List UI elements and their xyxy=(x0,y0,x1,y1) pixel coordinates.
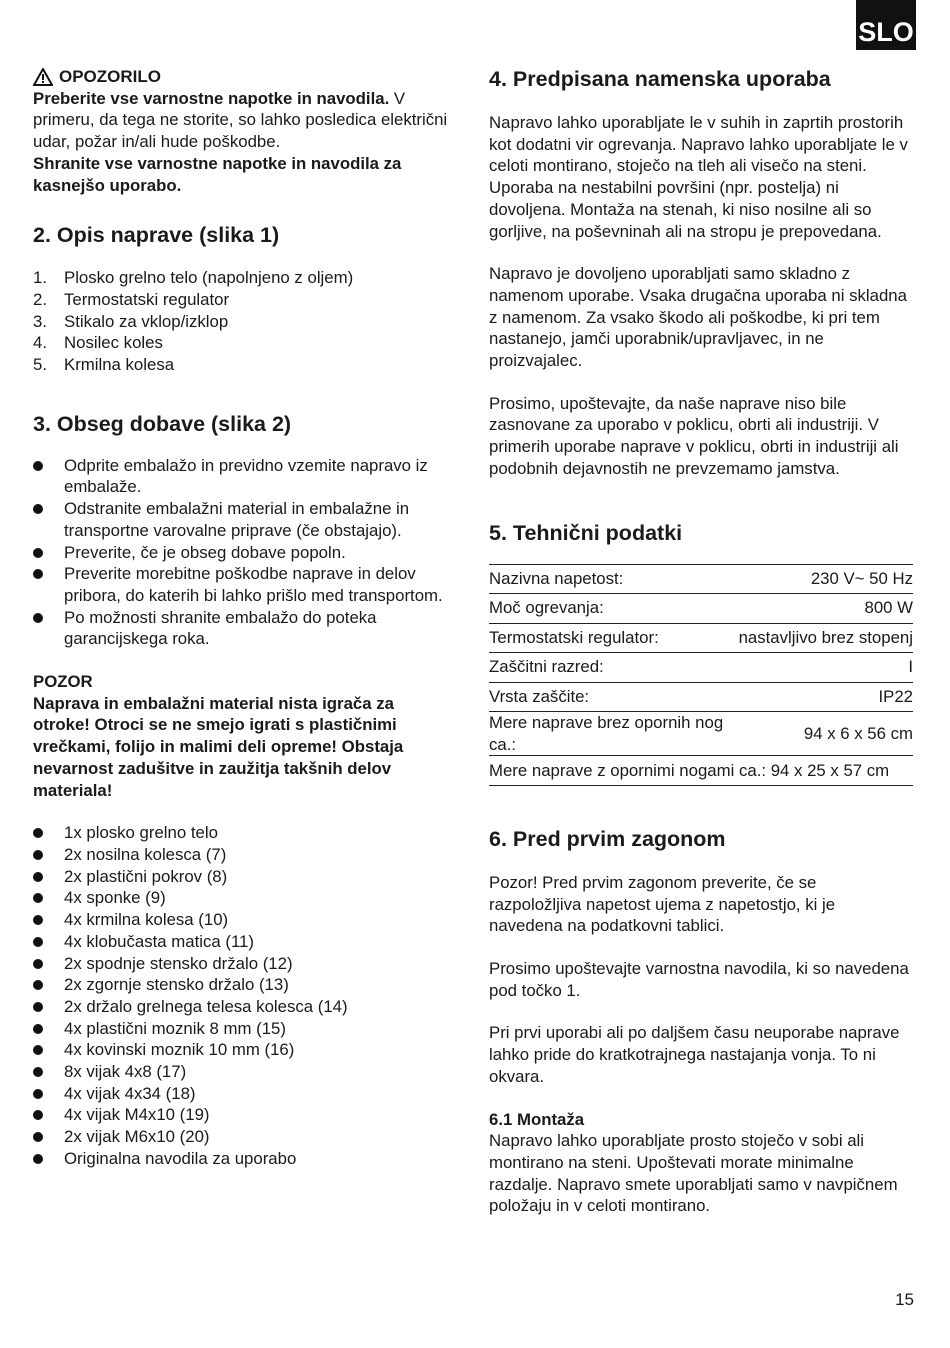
left-column xyxy=(33,66,453,1170)
bullet-icon xyxy=(33,498,64,541)
bullet-icon xyxy=(33,563,64,606)
bullet-icon xyxy=(33,455,64,498)
list-item: 4. Nosilec koles xyxy=(33,333,163,353)
bullet-icon xyxy=(33,1018,64,1040)
right-column xyxy=(489,66,913,1217)
warning-triangle-icon xyxy=(33,68,53,86)
bullet-icon xyxy=(33,1126,64,1148)
bullet-icon xyxy=(33,953,64,975)
list-item: Preverite, če je obseg dobave popoln. xyxy=(33,542,453,564)
section-6-heading: 6. Pred prvim zagonom xyxy=(489,826,726,851)
section-4-heading: 4. Predpisana namenska uporaba xyxy=(489,67,831,91)
list-item: 8x vijak 4x8 (17) xyxy=(33,1061,453,1083)
list-item: 4x klobučasta matica (11) xyxy=(33,931,453,953)
list-item: 2x zgornje stensko držalo (13) xyxy=(33,974,453,996)
warning-text-2: Shranite vse varnostne napotke in navodila za kasnejšo uporabo. xyxy=(33,153,402,195)
section-4-paragraph-3: Prosimo, upoštevajte, da naše naprave niso bile zasnovane za uporabo v poklicu, obrti ali industriji. V primerih uporabe naprave v poklicu, obrti in industriji ali podobnih dejavnostih ne prevzemamo jamstva. xyxy=(489,393,899,478)
section-6-1-paragraph: Napravo lahko uporabljate prosto stoječo v sobi ali montirano na steni. Upoštevati morate minimalne razdalje. Napravo smete uporabljati samo v navpičnem položaju in v celoti montirano. xyxy=(489,1131,898,1216)
section-2-heading: 2. Opis naprave (slika 1) xyxy=(33,223,280,248)
list-item: 2x držalo grelnega telesa kolesca (14) xyxy=(33,996,453,1018)
section-6-1-heading: 6.1 Montaža xyxy=(489,1109,585,1129)
bullet-icon xyxy=(33,1061,64,1083)
bullet-icon xyxy=(33,1104,64,1126)
list-item: 3. Stikalo za vklop/izklop xyxy=(33,311,229,331)
caution-title: POZOR xyxy=(33,672,93,692)
caution-text: Naprava in embalažni material nista igrača za otroke! Otroci se ne smejo igrati s plastičnimi vrečkami, folijo in malimi deli opreme! Obstaja nevarnost zadušitve in zaužitja takšnih delov materiala! xyxy=(33,693,404,800)
bullet-icon xyxy=(33,974,64,996)
section-6-paragraph-1: Pozor! Pred prvim zagonom preverite, če se razpoložljiva napetost ujema z napetostjo, ki je navedena na podatkovni tablici. xyxy=(489,872,836,936)
bullet-icon xyxy=(33,542,64,564)
list-item: 4x kovinski moznik 10 mm (16) xyxy=(33,1039,453,1061)
list-item: Preverite morebitne poškodbe naprave in delov pribora, do katerih bi lahko prišlo med transportom. xyxy=(33,563,453,606)
list-item: Odstranite embalažni material in embalažne in transportne varovalne priprave (če obstajajo). xyxy=(33,498,453,541)
list-item: 4x plastični moznik 8 mm (15) xyxy=(33,1018,453,1040)
list-item: 2. Termostatski regulator xyxy=(33,289,230,309)
list-item: 4x vijak 4x34 (18) xyxy=(33,1083,453,1105)
parts-list xyxy=(33,822,453,1169)
warning-title-text: OPOZORILO xyxy=(59,67,161,86)
list-item: Po možnosti shranite embalažo do poteka garancijskega roka. xyxy=(33,607,453,650)
list-item: 1x plosko grelno telo xyxy=(33,822,453,844)
warning-text-1: Preberite vse varnostne napotke in navodila. V primeru, da tega ne storite, so lahko posledica električni udar, požar in/ali hude poškodbe. xyxy=(33,88,448,152)
section-6-paragraph-2: Prosimo upoštevajte varnostna navodila, ki so navedena pod točko 1. xyxy=(489,959,909,1000)
bullet-icon xyxy=(33,887,64,909)
bullet-icon xyxy=(33,1148,64,1170)
bullet-icon xyxy=(33,996,64,1018)
list-item: 2x vijak M6x10 (20) xyxy=(33,1126,453,1148)
page-number: 15 xyxy=(895,1290,914,1309)
language-tab: SLO xyxy=(856,0,916,50)
list-item: 5. Krmilna kolesa xyxy=(33,355,175,375)
bullet-icon xyxy=(33,822,64,844)
table-row: Mere naprave z opornimi nogami ca.: 94 x 25 x 57 cm xyxy=(489,756,913,786)
table-row: Mere naprave brez opornih nog ca.: 94 x 6 x 56 cm xyxy=(489,712,913,756)
warning-title xyxy=(33,66,453,88)
list-item: Originalna navodila za uporabo xyxy=(33,1148,453,1170)
bullet-icon xyxy=(33,866,64,888)
tech-specs-table xyxy=(489,564,913,786)
list-item: 2x plastični pokrov (8) xyxy=(33,866,453,888)
list-item: 4x sponke (9) xyxy=(33,887,453,909)
bullet-icon xyxy=(33,844,64,866)
table-row: Moč ogrevanja: 800 W xyxy=(489,594,913,624)
bullet-icon xyxy=(33,931,64,953)
table-row: Vrsta zaščite: IP22 xyxy=(489,682,913,712)
bullet-icon xyxy=(33,607,64,650)
list-item: Odprite embalažo in previdno vzemite napravo iz embalaže. xyxy=(33,455,453,498)
section-5-heading: 5. Tehnični podatki xyxy=(489,520,683,545)
delivery-steps-list xyxy=(33,455,453,650)
list-item: 4x vijak M4x10 (19) xyxy=(33,1104,453,1126)
bullet-icon xyxy=(33,1039,64,1061)
section-4-paragraph-1: Napravo lahko uporabljate le v suhih in zaprtih prostorih kot dodatni vir ogrevanja. Napravo lahko uporabljate le v celoti montirano, stoječo na tleh ali visečo na steni. Uporaba na nestabilni površini (npr. postelja) ni dovoljena. Montaža na stenah, ki niso nosilne ali so gorljive, na poševninah ali na stropu je prepovedana. xyxy=(489,113,908,241)
section-6-paragraph-3: Pri prvi uporabi ali po daljšem času neuporabe naprave lahko pride do kratkotrajnega nastajanja vonja. To ni okvara. xyxy=(489,1023,900,1086)
table-row: Nazivna napetost: 230 V~ 50 Hz xyxy=(489,564,913,594)
section-4-paragraph-2: Napravo je dovoljeno uporabljati samo skladno z namenom uporabe. Vsaka drugačna uporaba ni skladna z namenom. Za vsako škodo ali poškodbe, ki pri tem nastanejo, jamči uporabnik/upravljavec, in ne proizvajalec. xyxy=(489,264,907,371)
list-item: 1. Plosko grelno telo (napolnjeno z oljem) xyxy=(33,268,354,288)
bullet-icon xyxy=(33,1083,64,1105)
list-item: 2x nosilna kolesca (7) xyxy=(33,844,453,866)
list-item: 2x spodnje stensko držalo (12) xyxy=(33,953,453,975)
bullet-icon xyxy=(33,909,64,931)
section-3-heading: 3. Obseg dobave (slika 2) xyxy=(33,411,292,436)
table-row: Termostatski regulator: nastavljivo brez stopenj xyxy=(489,623,913,653)
list-item: 4x krmilna kolesa (10) xyxy=(33,909,453,931)
table-row: Zaščitni razred: I xyxy=(489,653,913,683)
device-parts-list xyxy=(33,267,453,376)
